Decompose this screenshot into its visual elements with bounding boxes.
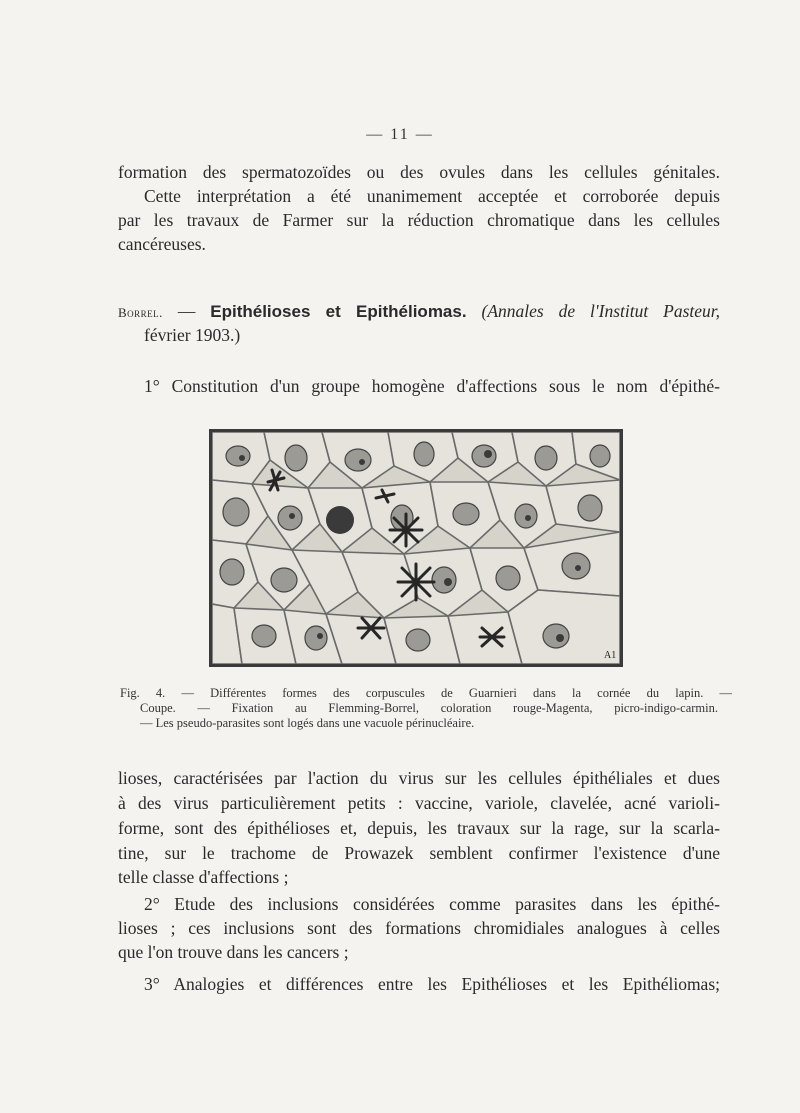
- reference-line: [118, 300, 720, 324]
- point-1-start: 1° Constitution d'un groupe homogène d'affections sous le nom d'épithé-: [144, 376, 720, 396]
- figure-caption-line-2: Coupe. — Fixation au Flemming-Borrel, coloration rouge-Magenta, picro-indigo-carmin.: [140, 701, 718, 715]
- figure-caption-line-3: — Les pseudo-parasites sont logés dans une vacuole périnucléaire.: [140, 716, 475, 730]
- intro-line-3: par les travaux de Farmer sur la réduction chromatique dans les cellules: [118, 210, 720, 230]
- point-1-line-5: telle classe d'affections ;: [118, 867, 289, 887]
- reference-title: Epithélioses et Epithéliomas.: [210, 302, 467, 321]
- point-3-line: 3° Analogies et différences entre les Epithélioses et les Epithéliomas;: [144, 974, 720, 994]
- point-1-line-1: lioses, caractérisées par l'action du virus sur les cellules épithéliales et dues: [118, 768, 720, 788]
- reference-journal: (Annales de l'Institut Pasteur,: [481, 301, 721, 321]
- point-1-line-3: forme, sont des épithélioses et, depuis, les travaux sur la rage, sur la scarla-: [118, 818, 720, 838]
- point-1-line-4: tine, sur le trachome de Prowazek semblent confirmer l'existence d'une: [118, 843, 720, 863]
- cell-illustration: [212, 432, 620, 664]
- histology-figure: [209, 429, 623, 667]
- reference-author: Borrel.: [118, 305, 163, 320]
- intro-line-4: cancéreuses.: [118, 234, 206, 254]
- point-1-line-2: à des virus particulièrement petits : vaccine, variole, clavelée, acné varioli-: [118, 793, 720, 813]
- intro-line-1: formation des spermatozoïdes ou des ovules dans les cellules génitales.: [118, 162, 720, 182]
- reference-date: février 1903.): [144, 325, 241, 345]
- page-number: — 11 —: [366, 126, 434, 143]
- point-2-line-2: lioses ; ces inclusions sont des formations chromidiales analogues à celles: [118, 918, 720, 938]
- figure-label: A1: [604, 650, 617, 661]
- point-2-line-1: 2° Etude des inclusions considérées comme parasites dans les épithé-: [144, 894, 720, 914]
- figure-caption-line-1: Fig. 4. — Différentes formes des corpuscules de Guarnieri dans la cornée du lapin. —: [120, 686, 732, 700]
- reference-dash: —: [177, 301, 196, 321]
- intro-line-2: Cette interprétation a été unanimement acceptée et corroborée depuis: [144, 186, 720, 206]
- point-2-line-3: que l'on trouve dans les cancers ;: [118, 942, 349, 962]
